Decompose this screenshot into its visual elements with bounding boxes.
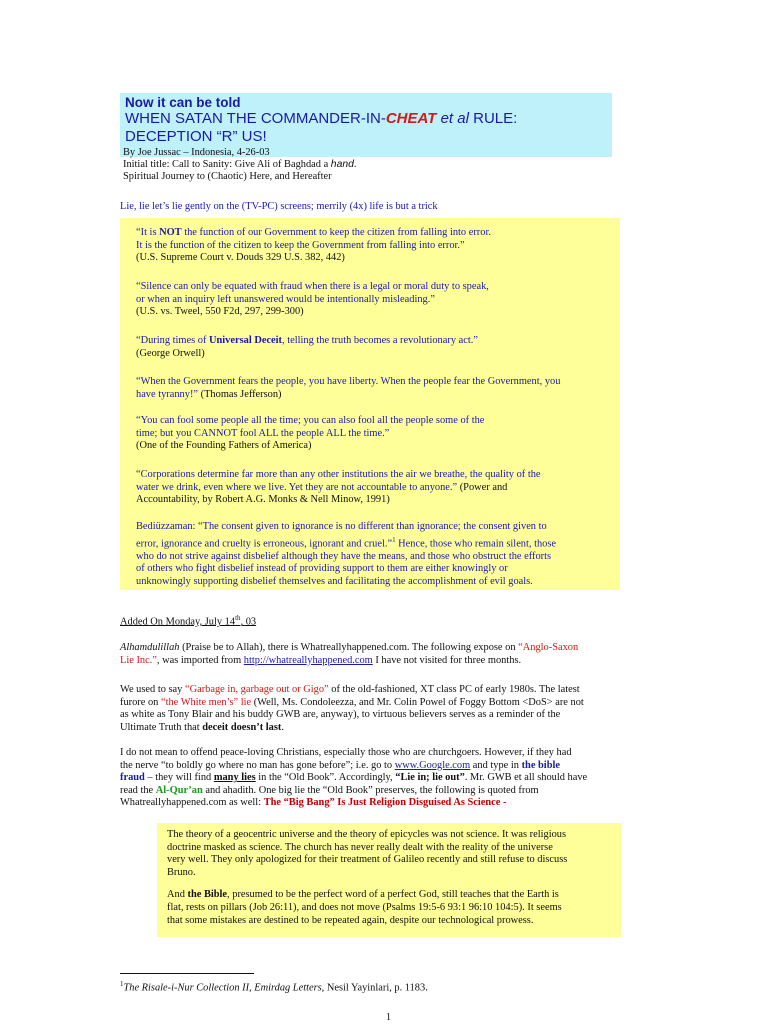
added-on-heading: Added On Monday, July 14th, 03 xyxy=(120,614,257,628)
paragraph-2: We used to say “Garbage in, garbage out or Gigo” of the old-fashioned, XT class PC of early 1980s. The latest furore on “the White men’s” lie (Well, Ms. Condoleezza, and Mr. Colin Powel of Foggy Bottom <DoS> are not as white as Tony Blair and his buddy GWB are, anyway), to virtuous believers serves as a reminder of the Ultimate Truth that deceit doesn’t last. xyxy=(120,684,584,733)
quote-4: “When the Government fears the people, you have liberty. When the people fear the Government, you have tyranny!” (Thomas Jefferson) xyxy=(136,376,561,400)
title-cheat: CHEAT xyxy=(385,110,437,127)
title-line-2: DECEPTION “R” US! xyxy=(125,128,267,145)
byline: By Joe Jussac – Indonesia, 4-26-03 xyxy=(123,147,270,158)
kicker: Now it can be told xyxy=(125,95,241,110)
title-line-1: WHEN SATAN THE COMMANDER-IN-CHEAT et al RULE: xyxy=(125,110,518,127)
paragraph-1: Alhamdulillah (Praise be to Allah), there is Whatreallyhappened.com. The following expose on “Anglo-Saxon Lie Inc.”, was imported from http://whatreallyhappened.com I have not visited for three months. xyxy=(120,642,579,666)
quote-2: “Silence can only be equated with fraud when there is a legal or moral duty to speak, or when an inquiry left unanswered would be intentionally misleading.” (U.S. vs. Tweel, 550 F2d, 297, 299-300) xyxy=(136,281,489,318)
quote-3: “During times of Universal Deceit, telling the truth becomes a revolutionary act.” (George Orwell) xyxy=(136,335,478,359)
quote-7: Bediüzzaman: “The consent given to ignorance is no different than ignorance; the consent given to error, ignorance and cruelty is erroneous, ignorant and cruel.”$^1$ Hence, those who remain silent, those who do not strive against disbelief although they have the means, and those who obstruct the efforts of others who fight disbelief instead of providing support to them are either knowingly or unknowingly supporting disbelief themselves and facilitating the accomplishment of evil goals. xyxy=(136,521,557,587)
journey: Spiritual Journey to (Chaotic) Here, and Hereafter xyxy=(123,171,332,182)
quote-5: “You can fool some people all the time; you can also fool all the people some of the time; but you CANNOT fool ALL the people ALL the time.” (One of the Founding Fathers of America) xyxy=(136,415,485,452)
quote-6: “Corporations determine far more than any other institutions the air we breathe, the quality of the water we drink, even where we live. Yet they are not accountable to anyone.” (Power and Accountability, by Robert A.G. Monks & Nell Minow, 1991) xyxy=(136,469,541,506)
paragraph-3: I do not mean to offend peace-loving Christians, especially those who are churchgoers. However, if they had the nerve “to boldly go where no man has gone before”; i.e. go to www.Google.com and type in the bible fraud – they will find many lies in the “Old Book”. Accordingly, “Lie in; lie out”. Mr. GWB et all should have read the Al-Qur’an and ahadith. One big lie the “Old Book” preserves, the following is quoted from Whatreallyhappened.com as well: The “Big Bang” Is Just Religion Disguised As Science - xyxy=(120,747,588,809)
initial-title: Initial title: Call to Sanity: Give Ali of Baghdad a hand. xyxy=(123,159,357,170)
intro-line: Lie, lie let’s lie gently on the (TV-PC) screens; merrily (4x) life is but a trick xyxy=(120,201,438,212)
quote-1: “It is NOT the function of our Government to keep the citizen from falling into error. It is the function of the citizen to keep the Government from falling into error.” (U.S. Supreme Court v. Douds 329 U.S. 382, 442) xyxy=(136,227,491,264)
whatreallyhappened-link[interactable]: http://whatreallyhappened.com xyxy=(243,654,373,666)
science-quote: The theory of a geocentric universe and the theory of epicycles was not science. It was religious doctrine masked as science. The church has never really dealt with the reality of the universe very well. They only apologized for their treatment of Galileo recently and still refuse to discuss Bruno. And the Bible, presumed to be the perfect word of a perfect God, still teaches that the Earth is flat, rests on pillars (Job 26:11), and does not move (Psalms 19:5-6 93:1 96:10 104:5). It seems that some mistakes are destined to be repeated again, despite our technological prowess. xyxy=(167,829,568,926)
footnote-separator xyxy=(120,973,254,974)
page-number: 1 xyxy=(386,1012,391,1023)
footnote: $^1$The Risale-i-Nur Collection II, Emirdag Letters, Nesil Yayinlari, p. 1183. xyxy=(120,980,428,994)
google-link[interactable]: www.Google.com xyxy=(394,759,471,771)
